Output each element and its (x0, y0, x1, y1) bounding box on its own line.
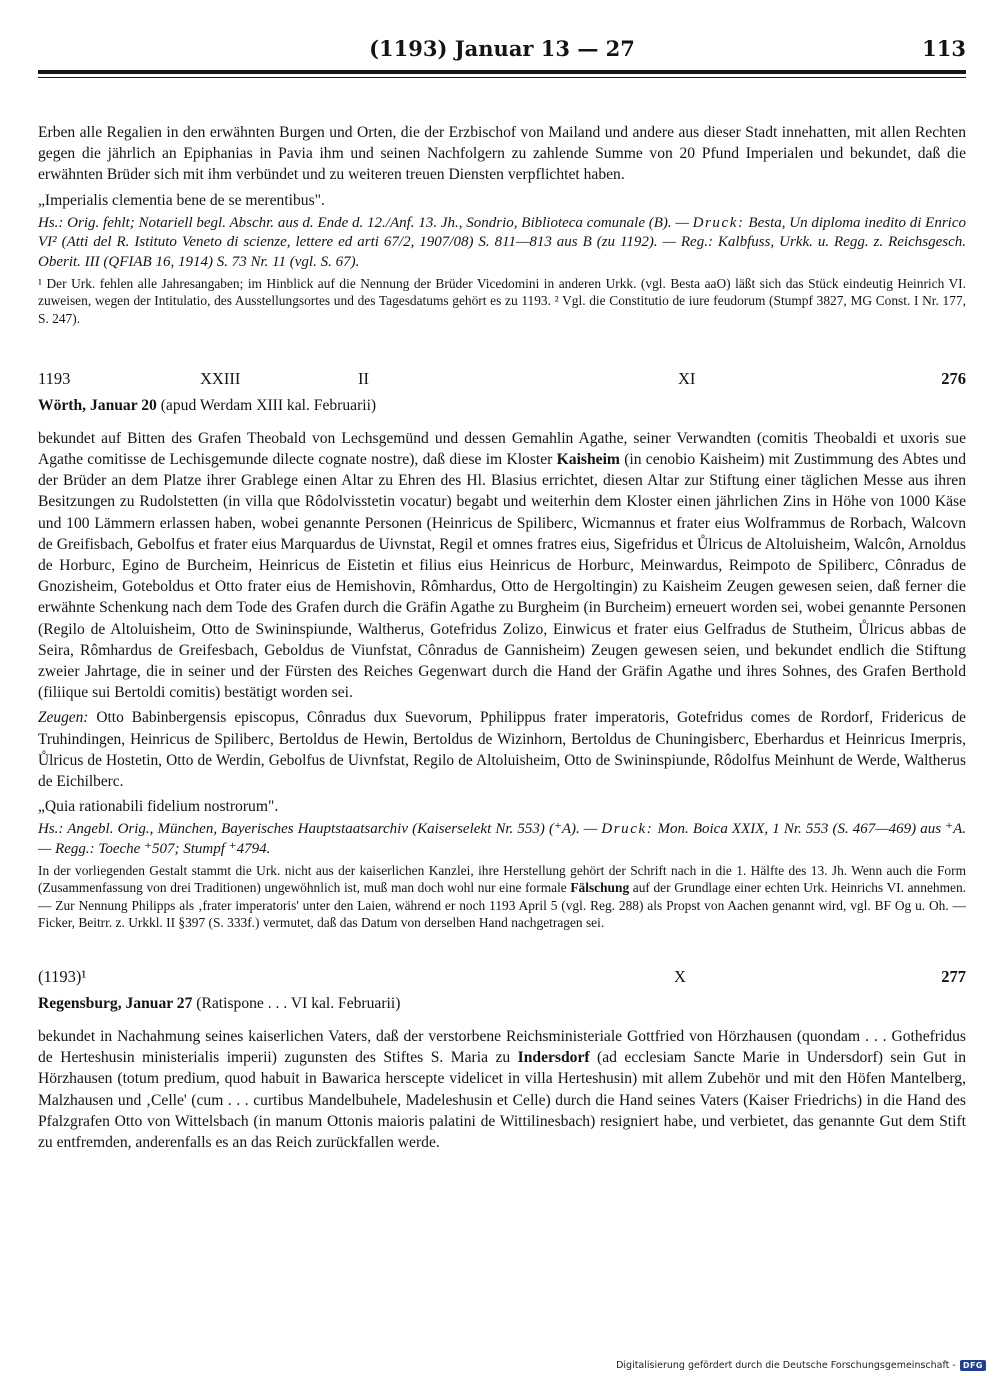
entry-275-druck-label: Druck: (692, 214, 745, 231)
entry-276-incipit: „Quia rationabili fidelium nostrorum". (38, 798, 279, 816)
entry-276-number: 276 (941, 368, 966, 388)
entry-276-faelschung: Fälschung (570, 880, 630, 896)
entry-277-place-date (38, 993, 966, 1014)
entry-276-year: 1193 (38, 368, 71, 388)
entry-277-body-2: (ad ecclesiam Sancte Marie in Undersdorf) sein Gut in Hörzhausen (totum predium, quod habuit in Bawarica herscepte videlicet in villa Herteshusin) mit allem Zubehör und mit den Höfen Mantelberg, Malzhausen und ‚Celle' (cum . . . curtibus Mandelbuhele, Madeleshusin et Celle) durch die Hand seines Vaters (Kaiser Friedrichs) in die Hand des Pfalzgrafen Otto von Wittelsbach (in manum Ottonis maioris palatini de Wittilinesbach) resigniert habe, und verbietet, das genannte Gut dem Stift zu entfremden, anderenfalls es an das Reich zurückfallen werde. (38, 1049, 966, 1151)
entry-277-header (38, 967, 966, 991)
entry-276-witnesses (38, 707, 966, 792)
entry-277-number: 277 (941, 966, 966, 986)
entry-276-body (38, 428, 966, 704)
entry-276-manuscript (38, 820, 966, 859)
entry-277-place: Regensburg, Januar 27 (38, 994, 193, 1012)
footer-text: Digitalisierung gefördert durch die Deutsche Forschungsgemeinschaft - (616, 1360, 956, 1371)
entry-276-regnal-emperor: XI (678, 368, 696, 388)
entry-276-body-1: bekundet auf Bitten des Grafen Theobald von Lechsgemünd und dessen Gemahlin Agathe, seiner Verwandten (comitis Theobaldi et uxoris sue Agathe comitisse de Lechisgemunde dilecte cognate nostre), daß diese im Kloster (38, 429, 966, 468)
entry-277-body (38, 1026, 966, 1153)
entry-276-note-2: auf der Grundlage einer echten Urk. Heinrichs VI. annehmen. — Zur Nennung Philipps als ‚frater imperatoris' unter den Laien, während er noch 1193 April 5 (vgl. Reg. 288) als Propst von Aachen genannt wird, vgl. BF Og u. Oh. — Ficker, Beitrr. z. Urkkl. II §397 (S. 333f.) vermutet, daß das Datum von derselben Hand nachgetragen sei. (38, 880, 966, 930)
entry-276-place-latin: (apud Werdam XIII kal. Februarii) (156, 396, 377, 414)
entry-276-place-date (38, 395, 966, 416)
entry-275-hs-b: Besta, Un diploma inedito di Enrico VI² (Atti del R. Istituto Veneto di scienze, lettere ed arti 67/2, 1907/08) S. 811—813 aus B (zu 1192). — Reg.: Kalbfuss, Urkk. u. Regg. z. Reichsgesch. Oberit. III (QFIAB 16, 1914) S. 73 Nr. 11 (vgl. S. 67). (38, 214, 966, 270)
entry-275-hs-a: Hs.: Orig. fehlt; Notariell begl. Abschr. aus d. Ende d. 12./Anf. 13. Jh., Sondrio, Biblioteca comunale (B). — (38, 214, 693, 231)
entry-276-note-1: In der vorliegenden Gestalt stammt die Urk. nicht aus der kaiserlichen Kanzlei, ihre Herstellung gehört der Schrift nach in die 1. Hälfte des 13. Jh. Wenn auch die Form (Zusammenfassung von drei Traditionen) ungewöhnlich ist, muß man doch wohl nur eine formale (38, 863, 966, 896)
entry-276-place: Wörth, Januar 20 (38, 396, 157, 414)
running-head (38, 34, 966, 70)
header-rule-thick (38, 70, 966, 74)
entry-276-regnal-king: II (358, 368, 369, 388)
dfg-logo: DFG (960, 1360, 986, 1371)
entry-276-header (38, 369, 966, 393)
entry-276-body-2: (in cenobio Kaisheim) mit Zustimmung des Abtes und der Brüder an dem Platze ihrer Grablege einen Altar zu Ehren des Hl. Blasius errichtet, diesen Altar zur Stiftung einer täglichen Messe aus ihren Besitzungen zu Rudolstetten (in villa que Rôdolvisstetin vocatur) begabt und weiterhin dem Kloster einen jährlichen Zins in Höhe von 1000 Käse und 100 Lämmern erlassen haben, wobei genannte Personen (Heinricus de Spiliberc, Wicmannus et frater eius Wolframmus de Rorbach, Walcovn de Greifisbach, Gebolfus et frater eius Marquardus de Uivnstat, Regil et omnes fratres eius, Sigefridus et Ůlricus de Altoluisheim, Walcôn, Arnoldus de Horburc, Egino de Burcheim, Heinricus de Eistetin et filius eius Heinricus de Horburc, Meinwardus, Reimpoto de Spiliberc, Cônradus de Gnozisheim, Goteboldus et Otto frater eius de Hemishovin, Rômhardus, Otto de Hergoltingin) zu Kaisheim Zeugen gewesen seien, daß ferner die erwähnte Schenkung nach dem Tode des Grafen durch die Gräfin Agathe zu Burgheim (in Burcheim) erneuert worden sei, wobei genannte Personen (Regilo de Altoluisheim, Otto de Swininspiunde, Waltherus, Gotefridus Zolizo, Einwicus et frater eius Gelfradus de Stutheim, Ůlricus abbas de Seira, Rômhardus de Greifesbach, Geboldus de Viunfstat, Cônradus de Gannisheim) Zeugen gewesen seien, und bekundet endlich die Stiftung zweier Jahrtage, die in seiner und der Fürsten des Reiches Gegenwart durch die Hand der Gräfin Agathe und ihres Sohnes, des Grafen Berthold (filiique sui Bertoldi comitis) bestätigt worden sei. (38, 450, 966, 702)
entry-277-body-1: bekundet in Nachahmung seines kaiserlichen Vaters, daß der verstorbene Reichsministeriale Gottfried von Hörzhausen (quondam . . . Gothefridus de Herteshusin ministerialis imperii) zugunsten des Stiftes S. Maria zu (38, 1027, 966, 1067)
entry-277-indersdorf: Indersdorf (517, 1049, 590, 1067)
entry-277-regnal: X (674, 966, 686, 986)
entry-276-hs-a: Hs.: Angebl. Orig., München, Bayerisches Hauptstaatsarchiv (Kaiserselekt Nr. 553) (⁺A). — (38, 821, 602, 838)
entry-276-indiction: XXIII (200, 368, 241, 388)
page-number: 113 (922, 36, 966, 61)
entry-275-body: Erben alle Regalien in den erwähnten Burgen und Orten, die der Erzbischof von Mailand und andere aus dieser Stadt innehatten, mit allen Rechten gegen die jährlich an Epiphanias in Pavia ihm und seinen Nachfolgern zu zahlende Summe von 20 Pfund Imperialen und bekundet, daß die erwähnten Brüder sich mit ihm verbündet und zu weiteren treuen Diensten verpflichtet haben. (38, 124, 966, 184)
entry-276-druck-label: Druck: (601, 821, 654, 838)
entry-275-incipit: „Imperialis clementia bene de se merentibus". (38, 191, 325, 209)
entry-276-kaisheim: Kaisheim (556, 450, 620, 468)
entry-276-zeugen: Otto Babinbergensis episcopus, Cônradus dux Suevorum, Pphilippus frater imperatoris, Gotefridus comes de Rordorf, Fridericus de Truhindingen, Heinricus de Spiliberc, Bertoldus de Hewin, Bertoldus de Wizinhorn, Bertoldus de Chuningisberc, Eberhardus et Heinricus Imerpris, Ůlricus de Hostetin, Otto de Werdin, Gebolfus de Uivnfstat, Regilo de Altoluisheim, Otto de Swininspiunde, Rôdolfus Meinhunt de Werde, Waltherus de Eichilberc. (38, 709, 966, 790)
entry-276-hs-b: Mon. Boica XXIX, 1 Nr. 553 (S. 467—469) aus ⁺A. — Regg.: Toeche ⁺507; Stumpf ⁺4794. (38, 821, 966, 857)
document-page (38, 34, 966, 1153)
running-title: (1193) Januar 13 — 27 (369, 36, 635, 61)
entry-275-note: ¹ Der Urk. fehlen alle Jahresangaben; im Hinblick auf die Nennung der Brüder Vicedomini in anderen Urkk. (vgl. Besta aaO) läßt sich das Stück eindeutig Heinrich VI. zuweisen, wegen der Intitulatio, des Ausstellungsortes und des Tagesdatums gehört es zu 1193. ² Vgl. die Constitutio de iure feudorum (Stumpf 3827, MG Const. I Nr. 177, S. 247). (38, 276, 966, 326)
entry-277-place-latin: (Ratispone . . . VI kal. Februarii) (192, 994, 401, 1012)
entry-276-note (38, 862, 966, 931)
entry-277-year: (1193)¹ (38, 966, 87, 986)
entry-275-manuscript (38, 214, 966, 273)
digitization-footer (616, 1360, 986, 1371)
entry-276-zeugen-label: Zeugen: (38, 709, 89, 727)
